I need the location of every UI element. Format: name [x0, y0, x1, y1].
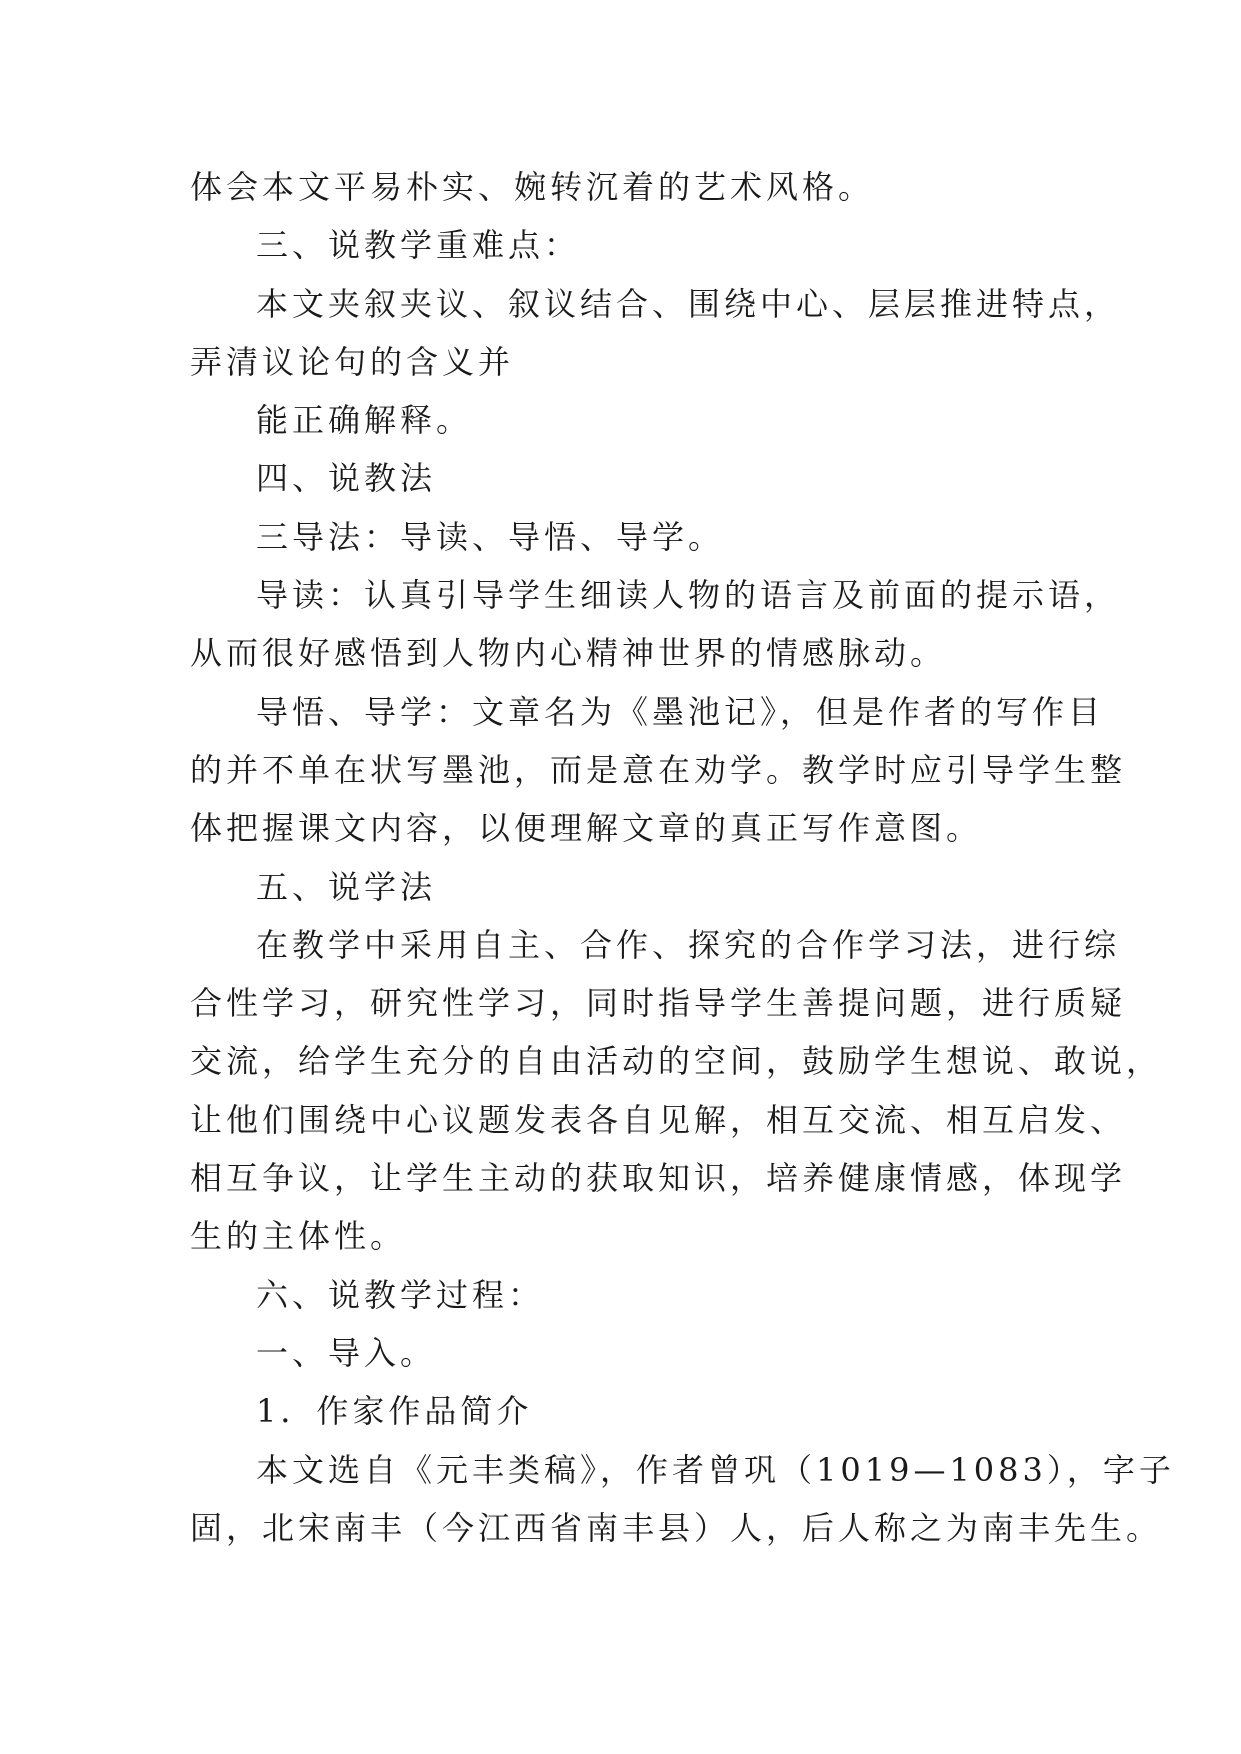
- text-line: 能正确解释。: [256, 401, 473, 440]
- text-line: 三导法：导读、导悟、导学。: [256, 517, 725, 556]
- text-line: 相互争议，让学生主动的获取知识，培养健康情感，体现学: [190, 1159, 1127, 1198]
- text-line: 的并不单在状写墨池，而是意在劝学。教学时应引导学生整: [190, 750, 1127, 789]
- text-line: 体把握课文内容，以便理解文章的真正写作意图。: [190, 809, 983, 848]
- text-line: 让他们围绕中心议题发表各自见解，相互交流、相互启发、: [190, 1100, 1127, 1139]
- text-line: 1．作家作品简介: [256, 1392, 533, 1431]
- text-line: 四、说教法: [256, 459, 437, 498]
- text-line: 本文夹叙夹议、叙议结合、围绕中心、层层推进特点，: [256, 284, 1121, 323]
- text-line: 合性学习，研究性学习，同时指导学生善提问题，进行质疑: [190, 984, 1127, 1023]
- text-line: 六、说教学过程：: [256, 1275, 545, 1314]
- text-line: 生的主体性。: [190, 1217, 407, 1256]
- text-line: 在教学中采用自主、合作、探究的合作学习法，进行综: [256, 925, 1121, 964]
- text-line: 弄清议论句的含义并: [190, 342, 515, 381]
- text-line: 一、导入。: [256, 1333, 437, 1372]
- text-line: 固，北宋南丰（今江西省南丰县）人，后人称之为南丰先生。: [190, 1508, 1163, 1547]
- text-line: 导悟、导学：文章名为《墨池记》，但是作者的写作目: [256, 692, 1105, 731]
- text-line: 体会本文平易朴实、婉转沉着的艺术风格。: [190, 168, 875, 206]
- text-line: 三、说教学重难点：: [256, 226, 581, 265]
- text-line: 交流，给学生充分的自由活动的空间，鼓励学生想说、敢说，: [190, 1042, 1163, 1081]
- text-line: 导读：认真引导学生细读人物的语言及前面的提示语，: [256, 576, 1121, 615]
- text-line: 从而很好感悟到人物内心精神世界的情感脉动。: [190, 634, 947, 673]
- text-line: 本文选自《元丰类稿》，作者曾巩（1019—1083），字子: [256, 1450, 1175, 1489]
- document-body: [190, 158, 1175, 1557]
- text-line: 五、说学法: [256, 867, 437, 906]
